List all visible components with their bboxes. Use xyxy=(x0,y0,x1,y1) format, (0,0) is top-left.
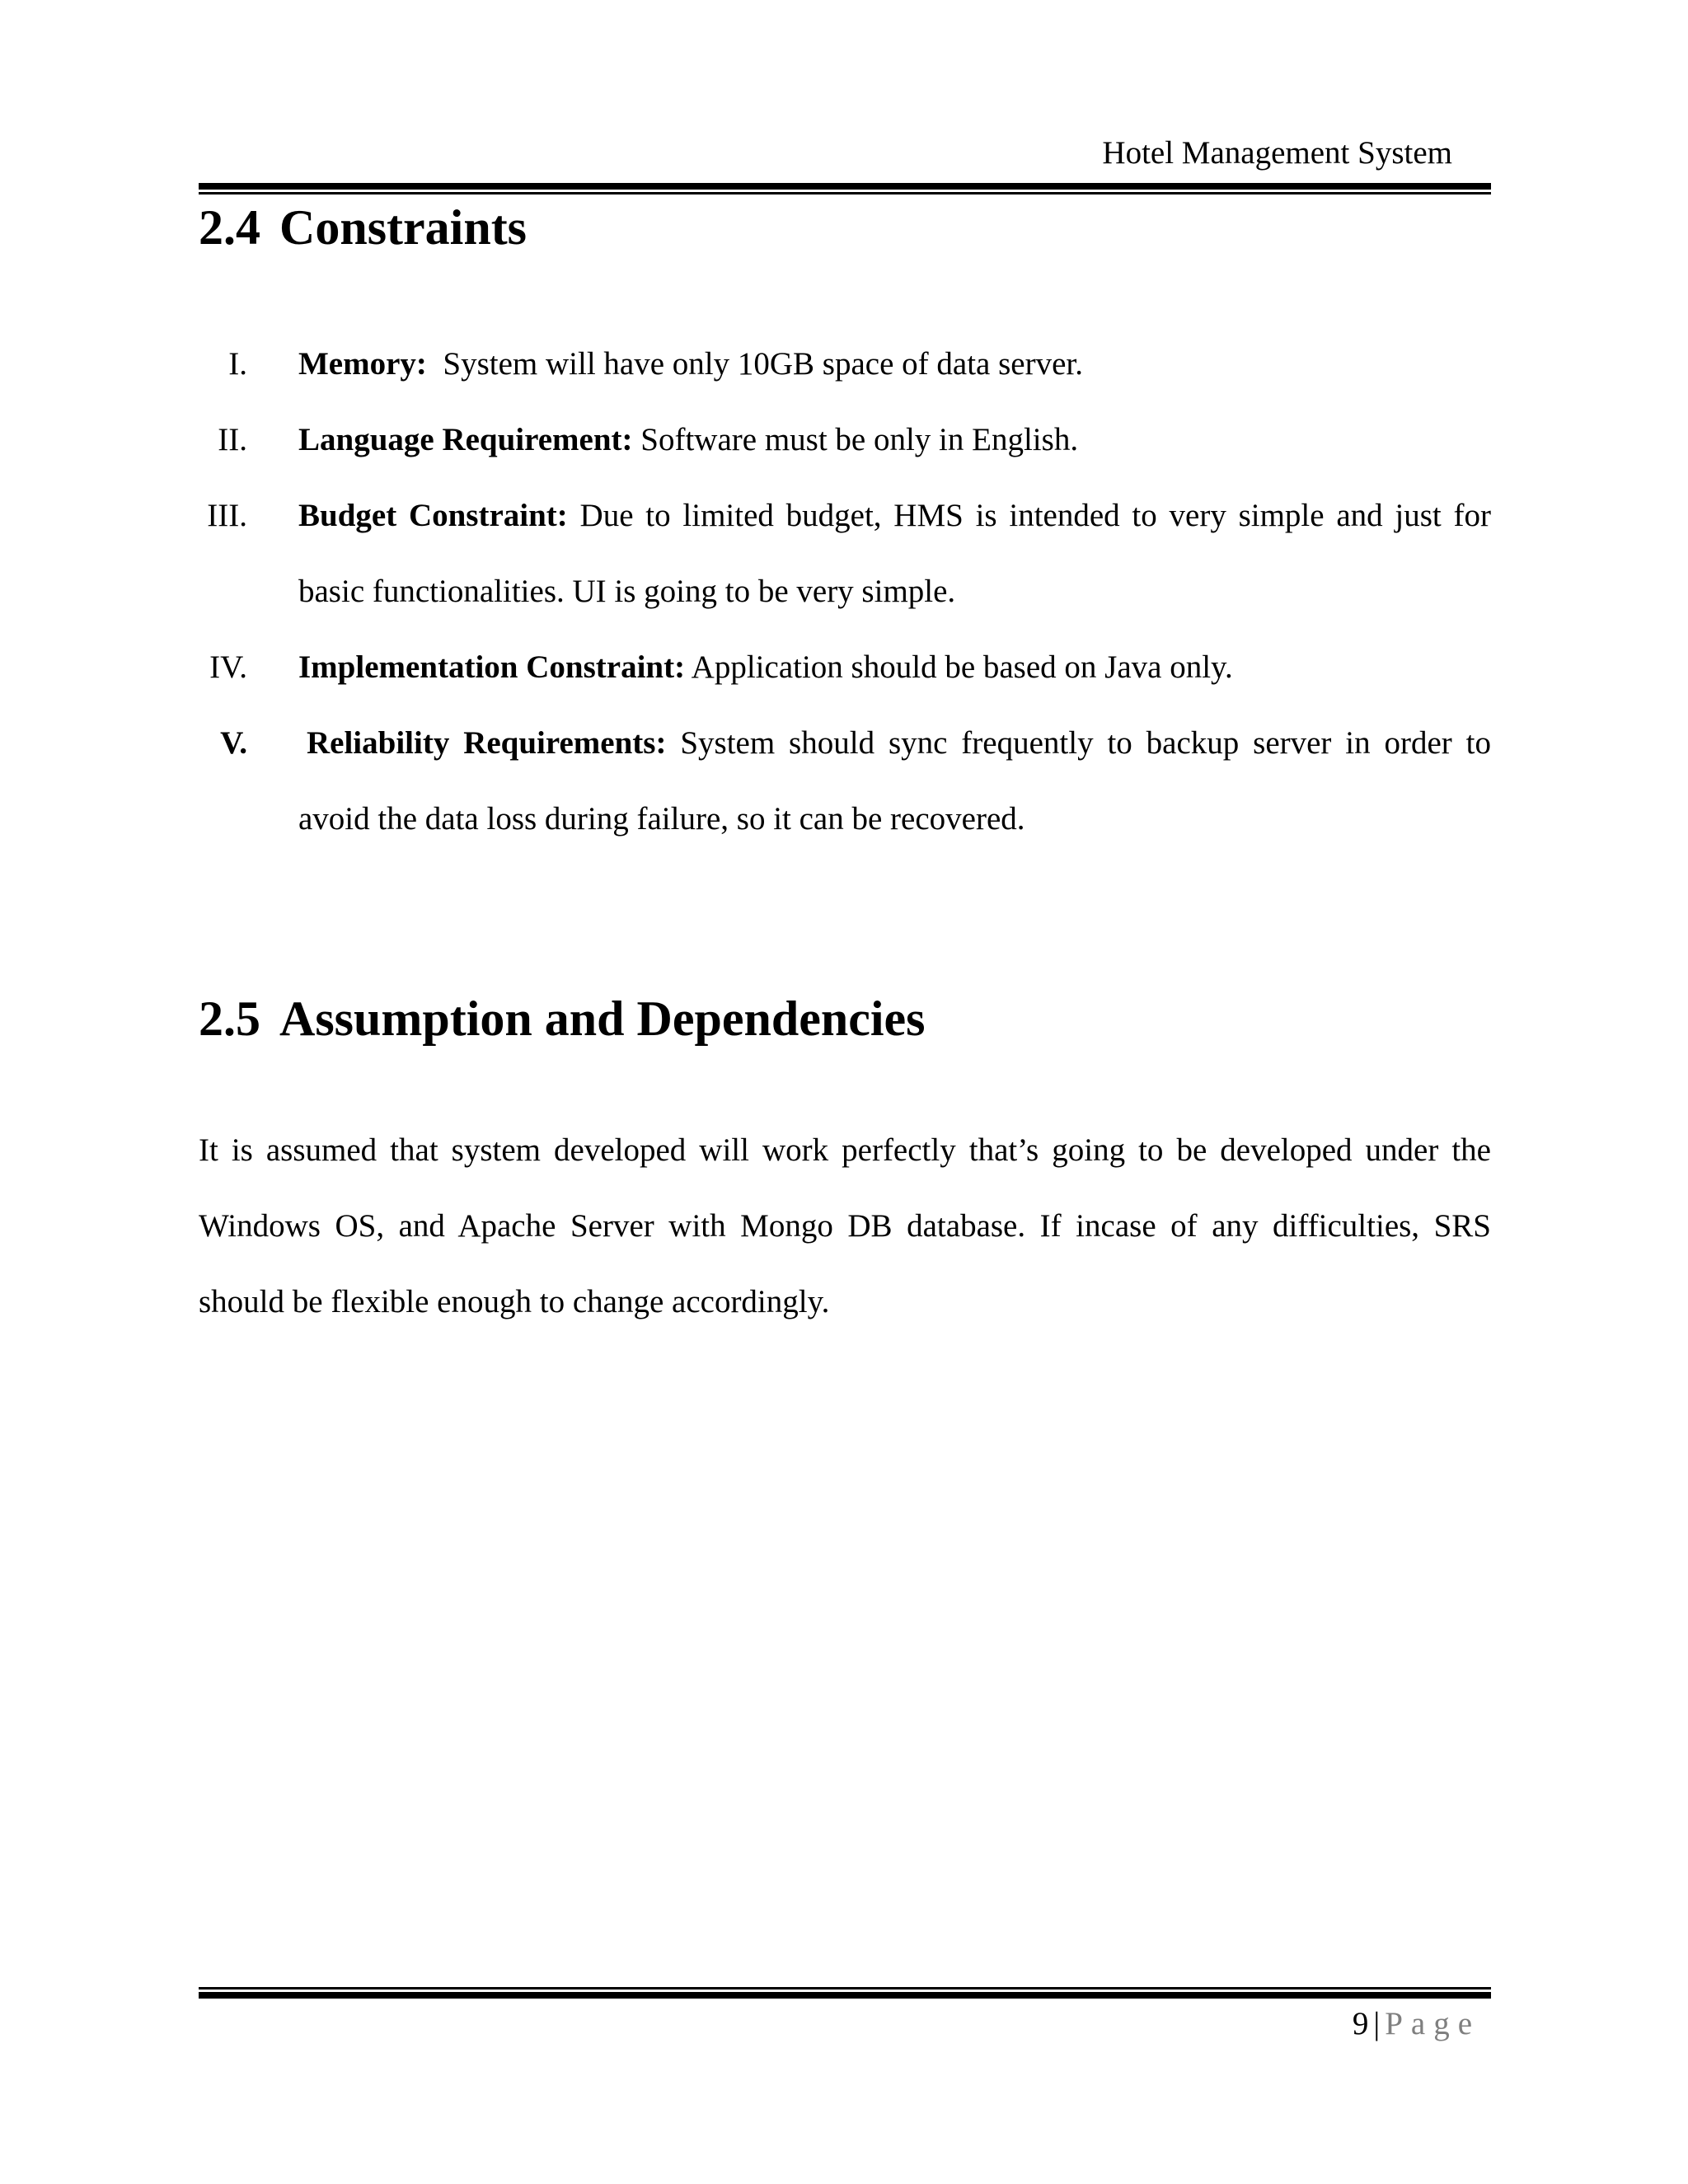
constraint-item-reliability-continuation: avoid the data loss during failure, so it can be recovered. xyxy=(298,801,1025,837)
item-label: Language Requirement: xyxy=(298,422,633,457)
item-body: Application should be based on Java only. xyxy=(685,649,1233,685)
item-numeral: III. xyxy=(207,498,247,533)
item-text xyxy=(298,402,1491,478)
item-text xyxy=(298,478,1491,554)
item-text xyxy=(307,705,1491,781)
item-text xyxy=(298,630,1491,705)
item-label: Memory: xyxy=(298,346,427,382)
item-body: System will have only 10GB space of data server. xyxy=(426,346,1083,382)
section-number: 2.5 xyxy=(199,991,260,1046)
item-label: Budget Constraint: xyxy=(298,498,568,533)
page-word: Page xyxy=(1385,2006,1480,2041)
page-footer xyxy=(1353,2008,1480,2040)
item-numeral: IV. xyxy=(209,649,247,685)
item-label: Reliability Requirements: xyxy=(307,725,667,761)
item-body: Due to limited budget, HMS is intended to very simple and just for xyxy=(567,498,1491,533)
assumption-paragraph-line: should be flexible enough to change accordingly. xyxy=(199,1284,830,1319)
page-number: 9 xyxy=(1352,2006,1369,2041)
assumption-paragraph-line: It is assumed that system developed will work perfectly that’s going to be developed under the xyxy=(199,1132,1491,1168)
section-title: Assumption and Dependencies xyxy=(279,991,926,1046)
item-label: Implementation Constraint: xyxy=(298,649,686,685)
footer-rule xyxy=(199,1987,1491,1999)
section-heading-assumption xyxy=(199,991,926,1046)
page-separator: | xyxy=(1373,2006,1381,2041)
item-numeral: V. xyxy=(220,725,247,761)
section-title: Constraints xyxy=(279,200,528,255)
section-heading-constraints xyxy=(199,200,528,255)
assumption-paragraph-line: Windows OS, and Apache Server with Mongo DB database. If incase of any difficulties, SRS xyxy=(199,1208,1491,1244)
item-body: Software must be only in English. xyxy=(632,422,1079,457)
item-text xyxy=(298,326,1491,402)
item-numeral: II. xyxy=(218,422,247,457)
item-body: System should sync frequently to backup server in order to xyxy=(666,725,1491,761)
running-header: Hotel Management System xyxy=(1102,135,1452,171)
item-numeral: I. xyxy=(228,346,247,382)
constraint-item-budget-continuation: basic functionalities. UI is going to be very simple. xyxy=(298,574,956,609)
header-rule xyxy=(199,183,1491,194)
section-number: 2.4 xyxy=(199,200,260,255)
